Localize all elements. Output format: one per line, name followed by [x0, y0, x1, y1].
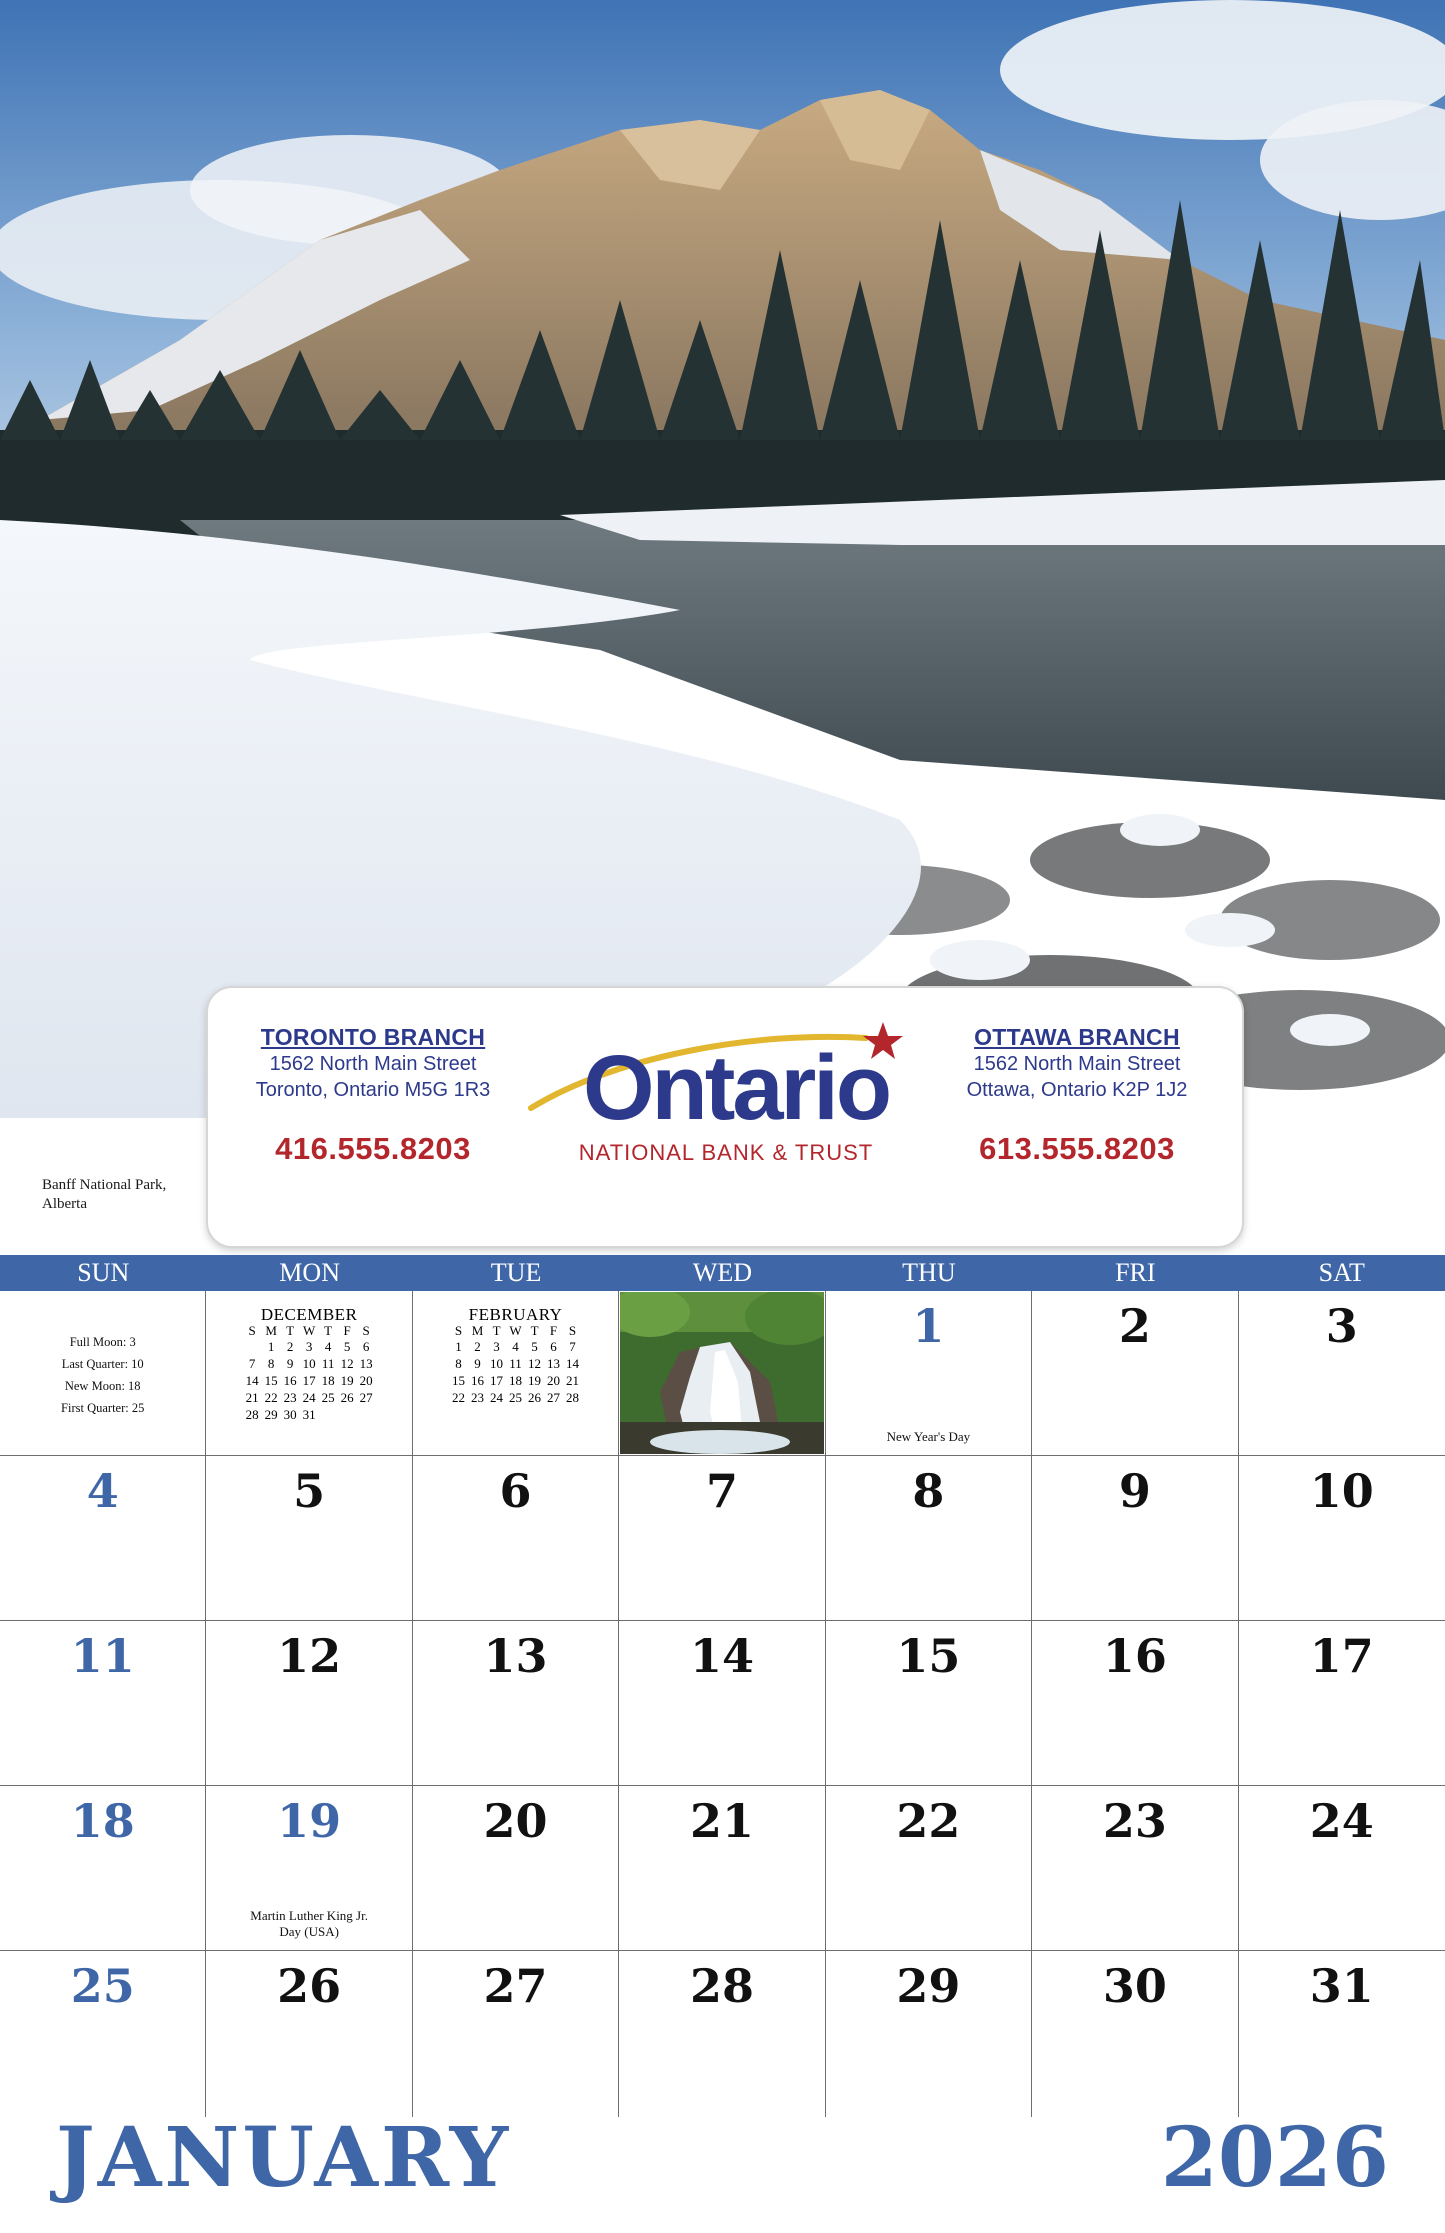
mini-calendar-weekday: S — [362, 1323, 370, 1338]
mini-calendar-week — [243, 1389, 376, 1406]
mini-calendar-day: 5 — [343, 1339, 351, 1354]
mini-calendar-day: 9 — [474, 1356, 481, 1371]
mini-calendar-day — [338, 1406, 357, 1423]
mini-calendar-day: 22 — [264, 1390, 278, 1405]
moon-last-quarter: Last Quarter: 10 — [61, 1357, 144, 1371]
mini-calendar-day: 17 — [302, 1373, 316, 1388]
day-cell[interactable] — [1239, 1786, 1445, 1950]
mini-calendar-day: 22 — [452, 1390, 466, 1405]
mini-calendar-day: 25 — [321, 1390, 335, 1405]
mini-calendar-day: 28 — [566, 1390, 580, 1405]
advertiser-card — [206, 986, 1244, 1248]
mini-calendar-day: 31 — [302, 1407, 316, 1422]
mini-calendar-day: 19 — [340, 1373, 354, 1388]
mini-calendar-day: 4 — [324, 1339, 332, 1354]
mini-calendar-day: 24 — [302, 1390, 316, 1405]
day-number: 27 — [483, 1959, 548, 2013]
mini-calendar-prev — [206, 1306, 411, 1423]
day-cell[interactable] — [206, 1456, 412, 1620]
weekday-header — [0, 1255, 1445, 1291]
branch-name: TORONTO BRANCH — [260, 1024, 486, 1050]
day-number: 25 — [70, 1959, 135, 2013]
mini-calendar-next — [413, 1306, 618, 1406]
day-cell[interactable] — [0, 1951, 206, 2117]
mini-calendar-day: 10 — [302, 1356, 316, 1371]
bank-logo — [526, 1016, 926, 1166]
waterfall-thumbnail-cell — [619, 1291, 825, 1455]
day-cell[interactable] — [0, 1621, 206, 1785]
day-cell[interactable] — [826, 1951, 1032, 2117]
day-cell[interactable] — [0, 1456, 206, 1620]
day-number: 29 — [896, 1959, 961, 2013]
day-number: 1 — [912, 1299, 945, 1353]
caption-line-1: Banff National Park, — [42, 1177, 167, 1193]
day-cell[interactable] — [826, 1456, 1032, 1620]
day-cell[interactable] — [619, 1456, 825, 1620]
holiday-label-line1: Martin Luther King Jr. — [250, 1908, 368, 1923]
mini-calendar-weekday: M — [471, 1323, 484, 1338]
day-number: 2 — [1118, 1299, 1151, 1353]
day-number: 12 — [277, 1629, 342, 1683]
mini-calendar-day: 14 — [245, 1373, 259, 1388]
day-cell[interactable] — [1032, 1786, 1238, 1950]
mini-calendar-day: 11 — [509, 1356, 522, 1371]
mini-calendar-week — [449, 1338, 582, 1355]
mini-calendar-day: 9 — [286, 1356, 294, 1371]
mini-calendar-day: 17 — [490, 1373, 504, 1388]
day-number: 24 — [1309, 1794, 1374, 1848]
day-cell[interactable] — [413, 1951, 619, 2117]
mini-calendar-week — [243, 1338, 376, 1355]
moon-phases-cell — [0, 1291, 206, 1455]
mini-calendar-cell-prev — [206, 1291, 412, 1455]
mini-calendar-day — [243, 1338, 262, 1355]
day-number: 4 — [86, 1464, 119, 1518]
caption-line-2: Alberta — [42, 1196, 87, 1212]
day-number: 7 — [705, 1464, 738, 1518]
day-number: 28 — [689, 1959, 754, 2013]
logo-wordmark: Ontario — [582, 1037, 890, 1139]
mini-calendar-day: 20 — [359, 1373, 373, 1388]
mini-calendar-week — [449, 1372, 582, 1389]
month-title: JANUARY — [56, 2110, 512, 2206]
moon-phases — [0, 1331, 205, 1419]
day-cell[interactable] — [413, 1786, 619, 1950]
mini-calendar-weekday: T — [324, 1323, 333, 1338]
mini-calendar-table — [243, 1324, 376, 1423]
branch-address-line1: 1562 North Main Street — [269, 1053, 477, 1075]
branch-phone: 416.555.8203 — [275, 1131, 471, 1166]
mini-calendar-day: 13 — [359, 1356, 373, 1371]
mini-calendar-day: 7 — [569, 1339, 576, 1354]
week-row — [0, 1621, 1445, 1786]
day-cell[interactable] — [1032, 1951, 1238, 2117]
mini-calendar-day: 23 — [471, 1390, 485, 1405]
day-number: 5 — [293, 1464, 326, 1518]
day-cell[interactable] — [826, 1621, 1032, 1785]
day-number: 8 — [912, 1464, 945, 1518]
mini-calendar-day: 12 — [340, 1356, 354, 1371]
branch-address-line1: 1562 North Main Street — [973, 1053, 1181, 1075]
day-cell[interactable] — [1239, 1621, 1445, 1785]
ottawa-branch-block — [932, 1024, 1222, 1167]
day-number: 31 — [1309, 1959, 1374, 2013]
weekday-sun: SUN — [77, 1258, 130, 1287]
photo-caption — [42, 1176, 166, 1214]
mini-calendar-day: 18 — [509, 1373, 523, 1388]
week-row — [0, 1291, 1445, 1456]
holiday-label — [210, 1908, 407, 1940]
mini-calendar-day: 11 — [321, 1356, 335, 1371]
moon-full: Full Moon: 3 — [69, 1335, 136, 1349]
day-cell[interactable] — [1032, 1291, 1238, 1455]
branch-phone: 613.555.8203 — [979, 1131, 1175, 1166]
mini-calendar-weekday: S — [248, 1323, 256, 1338]
holiday-label-line2: Day (USA) — [279, 1924, 339, 1939]
logo-subtitle: NATIONAL BANK & TRUST — [578, 1140, 874, 1165]
moon-new: New Moon: 18 — [64, 1379, 141, 1393]
mini-calendar-day: 23 — [283, 1390, 297, 1405]
weekday-fri: FRI — [1115, 1258, 1156, 1287]
holiday-label: New Year's Day — [886, 1429, 971, 1444]
day-cell[interactable] — [619, 1951, 825, 2117]
mini-calendar-day: 8 — [267, 1356, 275, 1371]
branch-address-line2: Ottawa, Ontario K2P 1J2 — [966, 1079, 1188, 1101]
mini-calendar-day: 4 — [512, 1339, 519, 1354]
day-cell[interactable] — [206, 1786, 412, 1950]
mini-calendar-weekday: F — [343, 1323, 351, 1338]
mini-calendar-day: 6 — [362, 1339, 370, 1354]
mini-calendar-day: 20 — [547, 1373, 561, 1388]
branch-address-line2: Toronto, Ontario M5G 1R3 — [255, 1079, 491, 1101]
day-number: 6 — [499, 1464, 532, 1518]
day-cell[interactable] — [1239, 1456, 1445, 1620]
mini-calendar-day: 26 — [528, 1390, 542, 1405]
mini-calendar-day: 21 — [566, 1373, 580, 1388]
day-number: 15 — [896, 1629, 961, 1683]
mini-calendar-table — [449, 1324, 582, 1406]
day-number: 3 — [1325, 1299, 1358, 1353]
moon-first-quarter: First Quarter: 25 — [61, 1401, 145, 1415]
day-cell[interactable] — [0, 1786, 206, 1950]
mini-calendar-title: FEBRUARY — [468, 1305, 563, 1324]
day-number: 30 — [1102, 1959, 1167, 2013]
mini-calendar-day: 5 — [531, 1339, 538, 1354]
mini-calendar-day: 29 — [264, 1407, 278, 1422]
mini-calendar-weekday: T — [492, 1323, 501, 1338]
mini-calendar-day: 24 — [490, 1390, 504, 1405]
mini-calendar-day: 18 — [321, 1373, 335, 1388]
mini-calendar-day: 10 — [490, 1356, 504, 1371]
mini-calendar-day: 16 — [471, 1373, 485, 1388]
day-number: 21 — [689, 1794, 754, 1848]
day-number: 19 — [277, 1794, 342, 1848]
day-number: 14 — [689, 1629, 754, 1683]
mini-calendar-header-row — [449, 1324, 582, 1338]
weekday-thu: THU — [902, 1258, 956, 1287]
mini-calendar-day: 27 — [547, 1390, 561, 1405]
mini-calendar-weekday: T — [286, 1323, 295, 1338]
day-cell[interactable] — [619, 1621, 825, 1785]
mini-calendar-week — [449, 1389, 582, 1406]
weekday-sat: SAT — [1318, 1258, 1365, 1287]
day-cell[interactable] — [1032, 1456, 1238, 1620]
mini-calendar-weekday: T — [530, 1323, 539, 1338]
week-row — [0, 1786, 1445, 1951]
day-cell[interactable] — [619, 1786, 825, 1950]
day-number: 9 — [1118, 1464, 1151, 1518]
waterfall-thumbnail — [620, 1292, 823, 1454]
mini-calendar-day: 19 — [528, 1373, 542, 1388]
mini-calendar-weekday: S — [454, 1323, 463, 1338]
mini-calendar-day: 30 — [283, 1407, 297, 1422]
day-cell[interactable] — [413, 1456, 619, 1620]
calendar-grid — [0, 1255, 1445, 2117]
day-cell[interactable] — [1239, 1291, 1445, 1455]
mini-calendar-day: 21 — [245, 1390, 259, 1405]
year-title: 2026 — [1160, 2110, 1389, 2206]
mini-calendar-day: 27 — [359, 1390, 373, 1405]
mini-calendar-title: DECEMBER — [260, 1305, 358, 1324]
mini-calendar-weekday: W — [302, 1323, 316, 1338]
mini-calendar-day: 8 — [455, 1356, 462, 1371]
mini-calendar-day: 2 — [474, 1339, 481, 1354]
mini-calendar-day: 3 — [493, 1339, 500, 1354]
mini-calendar-day: 7 — [248, 1356, 256, 1371]
mini-calendar-cell-next — [413, 1291, 619, 1455]
mini-calendar-day: 15 — [264, 1373, 278, 1388]
day-cell[interactable] — [826, 1786, 1032, 1950]
day-cell[interactable] — [206, 1621, 412, 1785]
mini-calendar-day: 6 — [550, 1339, 557, 1354]
day-number: 17 — [1309, 1629, 1374, 1683]
day-number: 10 — [1309, 1464, 1374, 1518]
branch-name: OTTAWA BRANCH — [974, 1024, 1180, 1050]
day-number: 13 — [483, 1629, 548, 1683]
mini-calendar-day — [357, 1406, 376, 1423]
day-cell[interactable] — [413, 1621, 619, 1785]
mini-calendar-day: 13 — [547, 1356, 561, 1371]
weekday-wed: WED — [692, 1258, 753, 1287]
day-cell[interactable] — [206, 1951, 412, 2117]
day-cell[interactable] — [826, 1291, 1032, 1455]
day-number: 22 — [896, 1794, 961, 1848]
day-number: 20 — [483, 1794, 548, 1848]
mini-calendar-day: 2 — [286, 1339, 294, 1354]
mini-calendar-day: 16 — [283, 1373, 297, 1388]
weekday-tue: TUE — [490, 1258, 542, 1287]
mini-calendar-week — [449, 1355, 582, 1372]
week-row — [0, 1951, 1445, 2117]
mini-calendar-day: 28 — [245, 1407, 259, 1422]
mini-calendar-header-row — [243, 1324, 376, 1338]
mini-calendar-day: 12 — [528, 1356, 542, 1371]
day-number: 11 — [70, 1629, 135, 1683]
day-number: 23 — [1102, 1794, 1167, 1848]
mini-calendar-day: 26 — [340, 1390, 354, 1405]
mini-calendar-day: 1 — [267, 1339, 275, 1354]
mini-calendar-day: 15 — [452, 1373, 466, 1388]
weekday-mon: MON — [279, 1258, 340, 1287]
mini-calendar-weekday: W — [509, 1323, 522, 1338]
mini-calendar-day — [319, 1406, 338, 1423]
mini-calendar-week — [243, 1372, 376, 1389]
mini-calendar-weekday: M — [265, 1323, 277, 1338]
day-number: 18 — [70, 1794, 135, 1848]
mini-calendar-week — [243, 1406, 376, 1423]
day-cell[interactable] — [1032, 1621, 1238, 1785]
mini-calendar-weekday: S — [568, 1323, 577, 1338]
mini-calendar-weekday: F — [549, 1323, 558, 1338]
mini-calendar-day: 14 — [566, 1356, 580, 1371]
day-number: 26 — [277, 1959, 342, 2013]
toronto-branch-block — [228, 1024, 518, 1167]
day-number: 16 — [1102, 1629, 1167, 1683]
week-row — [0, 1456, 1445, 1621]
mini-calendar-day: 1 — [455, 1339, 462, 1354]
mini-calendar-week — [243, 1355, 376, 1372]
mini-calendar-day: 3 — [305, 1339, 313, 1354]
mini-calendar-day: 25 — [509, 1390, 523, 1405]
day-cell[interactable] — [1239, 1951, 1445, 2117]
